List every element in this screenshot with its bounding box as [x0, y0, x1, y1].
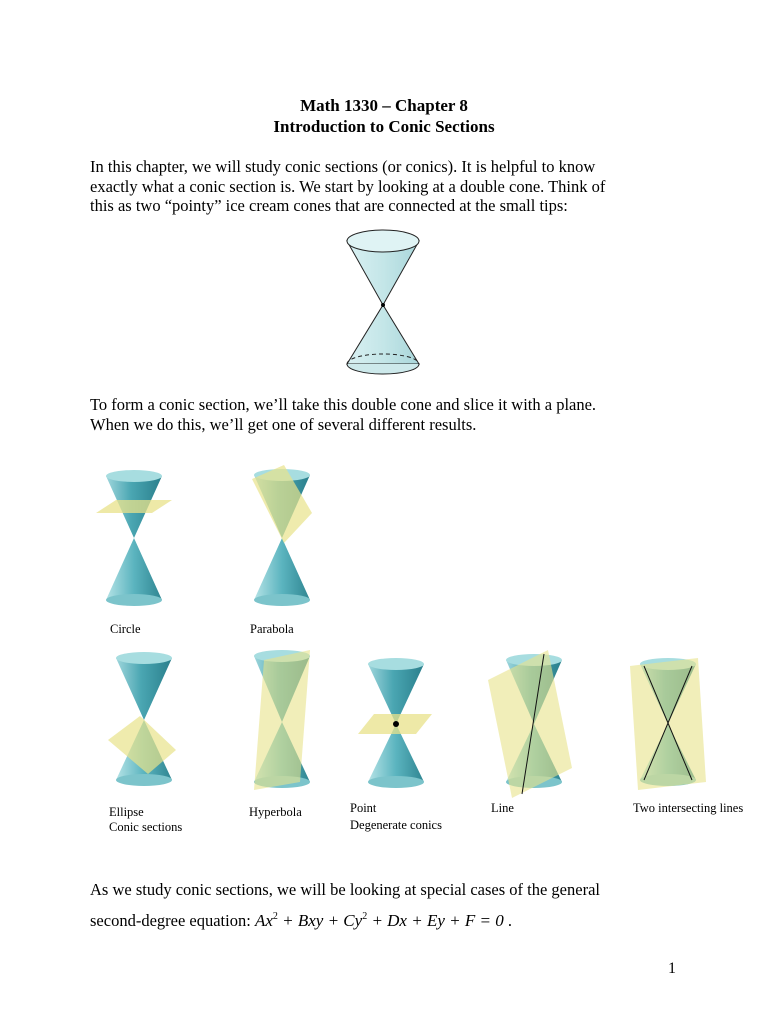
hyperbola-figure — [244, 650, 324, 790]
double-cone-figure — [345, 228, 425, 378]
caption-parabola: Parabola — [250, 622, 294, 636]
closing-prefix: second-degree equation: — [90, 911, 255, 930]
closing-line-1: As we study conic sections, we will be looking at special cases of the general — [90, 880, 600, 899]
form-paragraph — [90, 395, 690, 434]
caption-circle: Circle — [110, 622, 141, 636]
page-subtitle: Introduction to Conic Sections — [273, 117, 495, 136]
parabola-figure — [244, 465, 324, 605]
line-figure — [486, 650, 576, 800]
intro-paragraph — [90, 157, 690, 216]
point-figure — [358, 658, 438, 798]
two-lines-figure — [628, 652, 718, 802]
caption-conic-sections: Conic sections — [109, 820, 183, 834]
circle-figure — [96, 470, 176, 610]
intro-line-1: In this chapter, we will study conic sections (or conics). It is helpful to know — [90, 157, 596, 176]
page-title: Math 1330 – Chapter 8 — [300, 96, 468, 115]
general-equation: $Ax^2$ + Bxy + $Cy^2 + Dx + Ey + F = 0$ — [254, 911, 504, 930]
caption-hyperbola: Hyperbola — [249, 805, 302, 819]
closing-paragraph — [90, 876, 690, 934]
caption-ellipse: Ellipse — [109, 805, 144, 819]
caption-two-lines: Two intersecting lines — [633, 801, 744, 815]
page-number: 1 — [668, 960, 676, 977]
intro-line-2: exactly what a conic section is. We start by looking at a double cone. Think of — [90, 176, 606, 196]
closing-line-2 — [90, 903, 690, 934]
form-line-1: To form a conic section, we’ll take this double cone and slice it with a plane. — [90, 395, 597, 414]
form-line-2: When we do this, we’ll get one of several different results. — [90, 414, 477, 434]
caption-degenerate: Degenerate conics — [350, 818, 442, 832]
caption-line: Line — [491, 801, 514, 815]
caption-point: Point — [350, 801, 377, 815]
ellipse-figure — [106, 652, 186, 792]
intro-line-3: this as two “pointy” ice cream cones that are connected at the small tips: — [90, 196, 568, 215]
closing-period: . — [503, 911, 512, 930]
